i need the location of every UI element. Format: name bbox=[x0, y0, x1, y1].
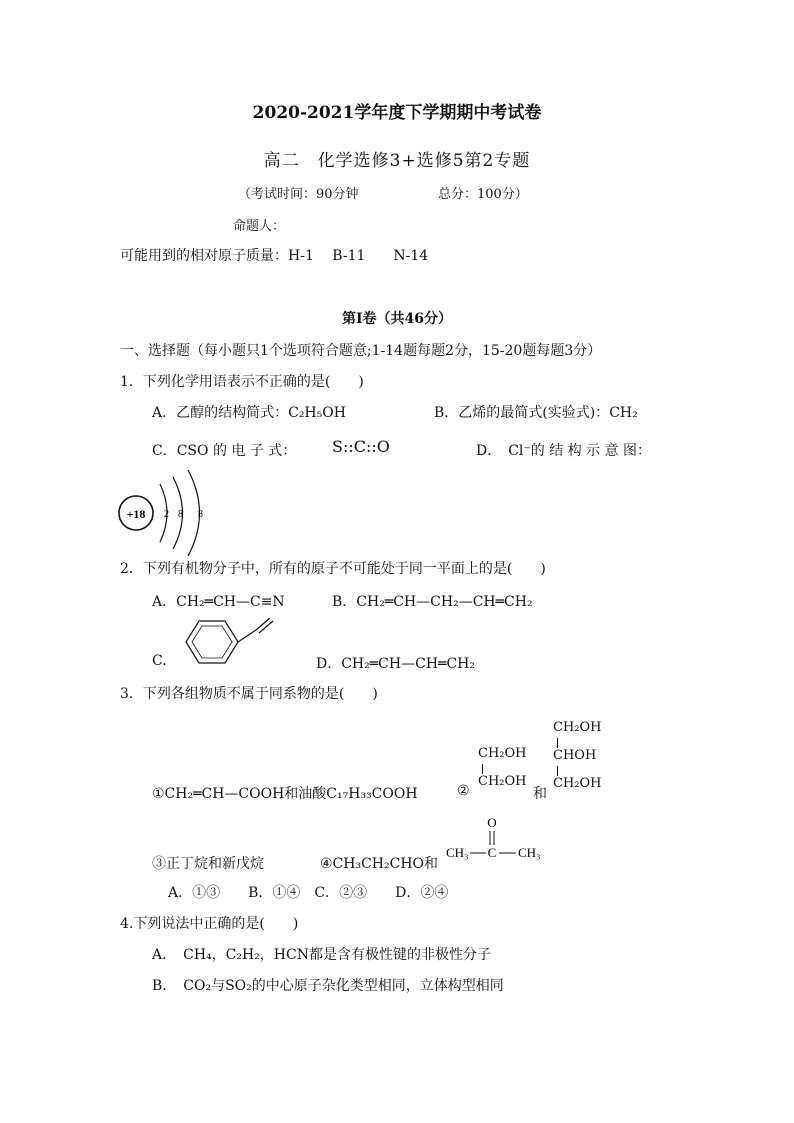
q3-item-1: ①CH₂═CH—COOH和油酸C₁₇H₃₃COOH bbox=[152, 786, 418, 802]
atomic-masses: 可能用到的相对原子质量：H-1 B-11 N-14 bbox=[120, 248, 429, 264]
cl-ion-structure-diagram bbox=[108, 470, 218, 556]
shell-electrons-1: 2 bbox=[164, 509, 169, 520]
nucleus-charge: +18 bbox=[126, 507, 146, 521]
vinyl-double-bond-1 bbox=[256, 618, 270, 630]
q4-option-a: A． CH₄，C₂H₂，HCN都是含有极性键的非极性分子 bbox=[152, 947, 491, 963]
total-score: 总分：100分） bbox=[438, 187, 528, 202]
section-title: 第Ⅰ卷（共46分） bbox=[341, 311, 453, 327]
glycerol-middle: CHOH bbox=[553, 748, 597, 763]
benzene-inner-ring bbox=[192, 626, 232, 658]
q2-option-a: A．CH₂═CH—C≡N bbox=[152, 594, 285, 610]
acetone-structure bbox=[446, 813, 550, 863]
q3-item-4: ④CH₃CH₂CHO和 bbox=[320, 856, 439, 872]
q2-stem: 2．下列有机物分子中，所有的原子不可能处于同一平面上的是( ) bbox=[120, 561, 546, 577]
glycerol-top: CH₂OH bbox=[553, 720, 602, 735]
q1-option-d: D． Cl⁻的 结 构 示 意 图： bbox=[476, 443, 652, 459]
glycerol-bottom: CH₂OH bbox=[553, 776, 602, 791]
q4-stem: 4.下列说法中正确的是( ) bbox=[120, 916, 299, 932]
styrene-structure bbox=[174, 618, 276, 666]
acetone-carbon: C bbox=[487, 845, 497, 860]
q2-option-d: D．CH₂═CH—CH═CH₂ bbox=[316, 656, 475, 672]
glycol-bottom: CH₂OH bbox=[478, 774, 527, 789]
q1-stem: 1．下列化学用语表示不正确的是( ) bbox=[120, 374, 364, 390]
q3-stem: 3．下列各组物质不属于同系物的是( ) bbox=[120, 686, 378, 702]
q1-option-a: A．乙醇的结构简式：C₂H₅OH bbox=[152, 405, 346, 421]
shell-electrons-2: 8 bbox=[178, 509, 183, 520]
acetone-oxygen: O bbox=[487, 815, 497, 830]
acetone-right-methyl: CH₃ bbox=[518, 845, 541, 860]
q3-item-3: ③正丁烷和新戊烷 bbox=[152, 856, 264, 872]
glycerol-bond-1 bbox=[557, 738, 558, 748]
q1-option-b: B．乙烯的最简式(实验式)：CH₂ bbox=[434, 405, 638, 421]
glycerol-bond-2 bbox=[557, 766, 558, 776]
exam-time: （考试时间：90分钟 bbox=[238, 187, 359, 202]
q2-option-c: C. bbox=[152, 653, 167, 669]
author-label: 命题人： bbox=[233, 219, 286, 234]
q3-and: 和 bbox=[533, 786, 547, 802]
q4-option-b: B． CO₂与SO₂的中心原子杂化类型相同，立体构型相同 bbox=[152, 978, 504, 994]
q2-option-b: B．CH₂═CH—CH₂—CH═CH₂ bbox=[332, 594, 533, 610]
benzene-ring bbox=[186, 621, 238, 663]
q1-option-c: C．CSO 的 电 子 式： bbox=[152, 443, 297, 459]
exam-subtitle: 高二 化学选修3+选修5第2专题 bbox=[263, 151, 531, 171]
acetone-left-methyl: CH₃ bbox=[446, 845, 469, 860]
exam-title: 2020-2021学年度下学期期中考试卷 bbox=[252, 103, 542, 123]
glycol-bond bbox=[482, 764, 483, 774]
shell-electrons-3: 8 bbox=[198, 509, 203, 520]
vinyl-double-bond-2 bbox=[259, 621, 273, 633]
cso-electron-formula: S::C::O bbox=[332, 437, 390, 456]
q3-item-2-label: ② bbox=[457, 783, 470, 799]
section-instructions: 一、选择题（每小题只1个选项符合题意;1-14题每题2分，15-20题每题3分） bbox=[120, 343, 602, 359]
q3-options: A．①③ B．①④ C．②③ D．②④ bbox=[168, 885, 449, 901]
vinyl-single-bond bbox=[238, 630, 256, 642]
glycol-top: CH₂OH bbox=[478, 746, 527, 761]
